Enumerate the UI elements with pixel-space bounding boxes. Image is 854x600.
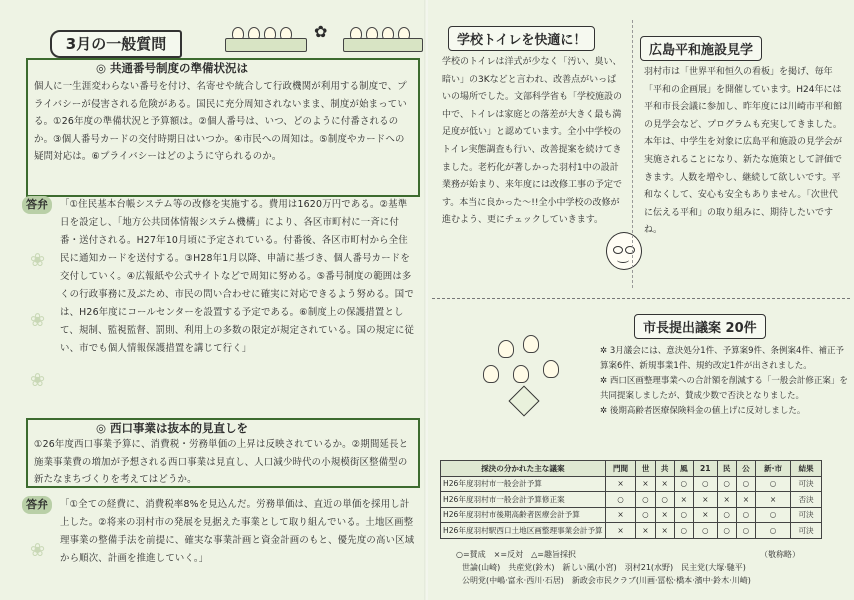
leaf-icon: ❀: [30, 540, 46, 561]
vote-mark: ○: [605, 492, 636, 508]
tulip-bouquet-icon: [468, 330, 578, 440]
vote-mark: ○: [717, 507, 736, 523]
section-heading-1: ◎ 共通番号制度の準備状況は: [96, 61, 249, 75]
column-header: 結果: [791, 461, 822, 477]
toilet-title: 学校トイレを快適に！: [448, 26, 595, 51]
vote-result: 可決: [791, 523, 822, 539]
bill-name: H26年度羽村市一般会計予算修正案: [441, 492, 606, 508]
vote-mark: ×: [655, 523, 674, 539]
abbrev-note: （敬称略）: [760, 550, 800, 559]
question-text-1: 個人に一生涯変わらない番号を付け、名寄せや統合して行政機関が利用する制度で、プライバシーが侵害される危険がある。国民に充分周知されないまま、制度が始まっている。①26年度の準備状況と予算額は。②個人番号は、いつ、どのように付番されるのか。③個人番号カードの交付時期日はいつか。④市民への周知は。⑤制度やカードへの疑問対応は。⑥プライバシーはどのように守られるのか。: [34, 81, 407, 162]
vote-mark: ×: [655, 507, 674, 523]
leaf-icon: ❀: [30, 250, 46, 271]
vote-mark: ×: [605, 507, 636, 523]
asterisk-icon: ✲: [600, 376, 610, 386]
vote-mark: ×: [605, 476, 636, 492]
column-header: 21: [693, 461, 717, 477]
vote-mark: ×: [655, 476, 674, 492]
vote-mark: ×: [693, 492, 717, 508]
vote-mark: ○: [755, 507, 790, 523]
column-header: 民: [717, 461, 736, 477]
note-item: ✲ 3月議会には、意決処分1件、予算案9件、条例案4件、補正予算案6件、新規事業1件、規約改定1件が出されました。: [600, 346, 844, 371]
column-header: 共: [655, 461, 674, 477]
vote-mark: ○: [693, 523, 717, 539]
peace-text: 羽村市は「世界平和恒久の看板」を掲げ、毎年「平和の企画展」を開催しています。H24年には平和市長会議に参加し、昨年度には川崎市平和館の見学会など、プログラムも充実してきました。本年は、中学生を対象に広島平和施設の見学会が実施されることになり、新たな施策として評価できます。人数を増やし、継続して欲しいです。平和なくして、安心も安全もありません。「次世代に伝える平和」の取り組みに、期待したいですね。: [644, 67, 843, 236]
vote-mark: ×: [605, 523, 636, 539]
column-header: 風: [674, 461, 693, 477]
vote-mark: ○: [736, 507, 755, 523]
circle-bullet-icon: ◎: [96, 421, 111, 435]
vote-mark: ○: [717, 476, 736, 492]
vote-mark: ○: [674, 476, 693, 492]
asterisk-icon: ✲: [600, 406, 610, 416]
vote-legend: ○=賛成 ×=反対 △=趣旨採択: [456, 550, 576, 559]
bill-name: H26年度羽村市後期高齢者医療会計予算: [441, 507, 606, 523]
table-row: [441, 507, 822, 523]
table-row: [441, 492, 822, 508]
vote-mark: ○: [655, 492, 674, 508]
section-divider: [432, 298, 850, 299]
vote-mark: ×: [636, 523, 655, 539]
faction-line: 公明党(中嶋·富永·西川·石居) 新政会市民クラブ(川画·冨松·橋本·濱中·鈴木·川崎): [462, 576, 751, 585]
proposals-title: 市長提出議案 20件: [634, 314, 766, 339]
vote-mark: ×: [693, 507, 717, 523]
vote-mark: ○: [636, 507, 655, 523]
leaf-icon: ❀: [30, 370, 46, 391]
column-header: 公: [736, 461, 755, 477]
column-header: 新·市: [755, 461, 790, 477]
note-item: ✲ 西口区画整理事業への合計額を削減する「一般会計修正案」を共同提案しましたが、賛成少数で否決となりました。: [600, 376, 848, 401]
vote-result: 否決: [791, 492, 822, 508]
answer-text-2: 「①全ての経費に、消費税率8%を見込んだ。労務単価は、直近の単価を採用し計上した。②将来の羽村市の発展を見据えた事業として取り組んでいる。土地区画整理事業の整備手法を前提に、確実な事業計画と資金計画のもと、優先度の高い区域から順次、計画を推進していく。」: [60, 499, 415, 564]
peace-title: 広島平和施設見学: [640, 36, 762, 61]
flower-planter-icon: [343, 18, 421, 52]
vote-mark: ○: [693, 476, 717, 492]
vote-mark: ×: [755, 492, 790, 508]
vote-mark: ○: [755, 476, 790, 492]
column-header: 門間: [605, 461, 636, 477]
vote-mark: ×: [736, 492, 755, 508]
vote-mark: ×: [674, 492, 693, 508]
column-divider: [632, 20, 633, 288]
vote-mark: ×: [717, 492, 736, 508]
asterisk-icon: ✲: [600, 346, 610, 356]
bill-name: H26年度羽村駅西口土地区画整理事業会計予算: [441, 523, 606, 539]
proposal-notes: [600, 344, 850, 419]
left-page: [0, 0, 426, 600]
vote-mark: ○: [674, 507, 693, 523]
toilet-text: 学校のトイレは洋式が少なく「汚い、臭い、暗い」の3Kなどと言われ、改善点がいっぱいの場所でした。文部科学省も「学校施設の中で、トイレは家庭との落差が大きく最も満足度が低い」と認めています。全小中学校のトイレ実態調査も行い、改善提案を続けてきました。老朽化が著しかった羽村1中の設計業務が始まり、来年度には改修工事の予定です。本当に良かった〜!!全小中学校の改修が進むよう、更にチェックしていきます。: [442, 57, 623, 226]
column-header: 世: [636, 461, 655, 477]
vote-mark: ×: [636, 476, 655, 492]
table-row: [441, 523, 822, 539]
answer-label-2: 答弁: [22, 496, 52, 514]
answer-label-1: 答弁: [22, 196, 52, 214]
bee-icon: ✿: [314, 22, 328, 41]
leaf-icon: ❀: [30, 310, 46, 331]
circle-bullet-icon: ◎: [96, 61, 111, 75]
table-header-row: [441, 461, 822, 477]
question-text-2: ①26年度西口事業予算に、消費税・労務単価の上昇は反映されているか。②期間延長と施業事業費の増加が予想される西口事業は見直し、人口減少時代の小規模街区整備型の新たなまちづくりを考えてはどうか。: [34, 439, 409, 485]
vote-mark: ○: [636, 492, 655, 508]
page-title: 3月の一般質問: [50, 30, 182, 58]
vote-mark: ○: [674, 523, 693, 539]
bill-name: H26年度羽村市一般会計予算: [441, 476, 606, 492]
vote-table: [440, 460, 822, 539]
faction-line: 世論(山崎) 共産党(鈴木) 新しい風(小宮) 羽村21(水野) 民主党(大塚·馳平): [462, 563, 746, 572]
author-face-icon: [606, 232, 642, 270]
section-heading-2: ◎ 西口事業は抜本的見直しを: [96, 421, 249, 435]
vote-mark: ○: [755, 523, 790, 539]
vote-mark: ○: [717, 523, 736, 539]
note-item: ✲ 後期高齢者医療保険料金の値上げに反対しました。: [600, 406, 806, 416]
table-row: [441, 476, 822, 492]
answer-text-1: 「①住民基本台帳システム等の改修を実施する。費用は1620万円である。②基準日を設定し、「地方公共団体情報システム機構」により、各区市町村に一斉に付番・送付される。H27年10月頃に予定されている。付番後、各区市町村から全住民に通知カードを送付する。③H28年1月以降、申請に基づき、個人番号カードを交付していく。④広報紙や公式サイトなどで周知に努める。⑤番号制度の範囲は多くの行政事務に及ぶため、市民の問い合わせに確実に対応できるよう努める。国では、H26年度にコールセンターを設置する予定である。⑥制度上の保護措置として、規制、監視監督、罰則、利用上の多数の限定が規定されている。国の規定に従い、市でも個人情報保護措置を講じて行く」: [60, 199, 415, 354]
flower-planter-icon: [225, 18, 305, 52]
vote-mark: ○: [736, 523, 755, 539]
vote-result: 可決: [791, 507, 822, 523]
table-caption: 採決の分かれた主な議案: [441, 461, 606, 477]
vote-mark: ○: [736, 476, 755, 492]
vote-result: 可決: [791, 476, 822, 492]
